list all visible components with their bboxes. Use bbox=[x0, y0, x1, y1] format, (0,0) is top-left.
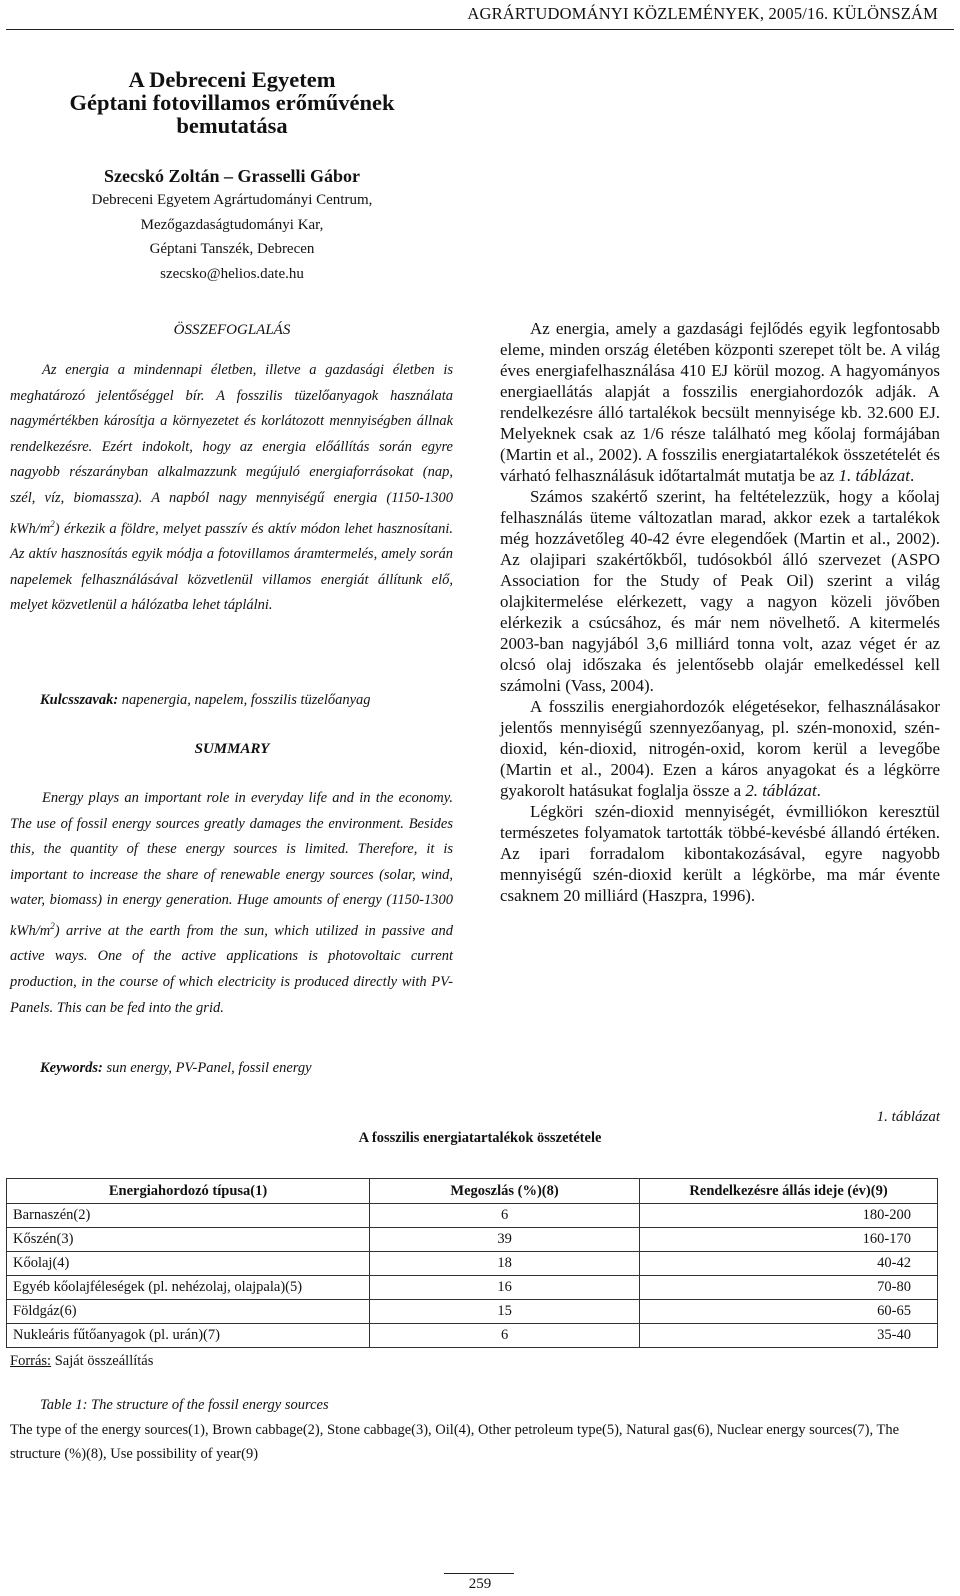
table-cell: 39 bbox=[370, 1228, 640, 1252]
journal-header: AGRÁRTUDOMÁNYI KÖZLEMÉNYEK, 2005/16. KÜLÖNSZÁM bbox=[467, 4, 938, 23]
body-text bbox=[500, 318, 940, 906]
affiliation bbox=[0, 188, 464, 286]
superscript: 2 bbox=[50, 518, 55, 529]
table-cell: Kőszén(3) bbox=[7, 1228, 370, 1252]
column-header: Energiahordozó típusa(1) bbox=[7, 1179, 370, 1204]
table-cell: Kőolaj(4) bbox=[7, 1252, 370, 1276]
table-cell: Földgáz(6) bbox=[7, 1300, 370, 1324]
table-cell: 70-80 bbox=[640, 1276, 938, 1300]
title-line: bemutatása bbox=[176, 113, 288, 138]
keywords-hu-text: napenergia, napelem, fosszilis tüzelőanyag bbox=[118, 692, 371, 708]
table-cell: Egyéb kőolajféleségek (pl. nehézolaj, olajpala)(5) bbox=[7, 1276, 370, 1300]
table-row bbox=[7, 1252, 938, 1276]
table-cell: 15 bbox=[370, 1300, 640, 1324]
table-cell: 18 bbox=[370, 1252, 640, 1276]
table-cell: Nukleáris fűtőanyagok (pl. urán)(7) bbox=[7, 1324, 370, 1348]
abstract-en-text bbox=[10, 786, 453, 1021]
table-row bbox=[7, 1300, 938, 1324]
table-row bbox=[7, 1276, 938, 1300]
abstract-en-part: Energy plays an important role in everyday life and in the economy. The use of fossil energy sources greatly damages the environment. Besides this, the quantity of these energy sources is limited. Therefore, it is important to increase the share of renewable energy sources (solar, wind, water, biomass) in energy generation. Huge amounts of energy (1150-1300 kWh/m bbox=[10, 790, 453, 939]
table-cell: 16 bbox=[370, 1276, 640, 1300]
keywords-hu bbox=[40, 692, 460, 709]
source-label: Forrás: bbox=[10, 1353, 52, 1369]
table-caption-en-text: The type of the energy sources(1), Brown cabbage(2), Stone cabbage(3), Oil(4), Other petroleum type(5), Natural gas(6), Nuclear energy sources(7), The structure (%)(8), Use possibility of year(9) bbox=[10, 1422, 900, 1462]
abstract-hu-text bbox=[10, 358, 453, 619]
table-label: 1. táblázat bbox=[876, 1109, 940, 1125]
abstract-en-part: ) arrive at the earth from the sun, which utilized in passive and active ways. One of the active applications is photovoltaic current production, in the course of which electricity is produced directly with PV-Panels. This can be fed into the grid. bbox=[10, 922, 453, 1016]
title-line: A Debreceni Egyetem bbox=[128, 67, 336, 92]
superscript: 2 bbox=[50, 920, 55, 931]
table-caption-en-title: Table 1: The structure of the fossil energy sources bbox=[40, 1397, 329, 1413]
abstract-hu-heading: ÖSSZEFOGLALÁS bbox=[173, 322, 291, 338]
body-paragraph: Az energia, amely a gazdasági fejlődés egyik legfontosabb eleme, minden ország életében központi szerepet tölt be. A világ éves energiafelhasználása 410 EJ körül mozog. A hagyományos energiaellátás alapját a fosszilis energiahordozók adják. A rendelkezésre álló tartalékok becsült mennyisége kb. 32.600 EJ. Melyeknek csak az 1/6 része található meg kőolaj formájában (Martin et al., 2002). A fosszilis energiatartalékok összetételét és várható felhasználásuk időtartalmát mutatja be az 1. táblázat. bbox=[500, 319, 940, 485]
summary-heading: SUMMARY bbox=[194, 741, 270, 757]
source-text: Saját összeállítás bbox=[51, 1353, 154, 1369]
keywords-en-label: Keywords: bbox=[40, 1060, 103, 1076]
body-paragraph: Légköri szén-dioxid mennyiségét, évmilliókon keresztül természetes folyamatok tartották többé-kevésbé állandó értéken. Az ipari forradalom kibontakozásával, egyre nagyobb mennyiségű szén-dioxid került a légkörbe, ma már évente csaknem 20 milliárd (Haszpra, 1996). bbox=[500, 802, 940, 905]
table-source bbox=[10, 1353, 153, 1370]
table-header-row bbox=[7, 1179, 938, 1204]
column-header: Rendelkezésre állás ideje (év)(9) bbox=[640, 1179, 938, 1204]
column-header: Megoszlás (%)(8) bbox=[370, 1179, 640, 1204]
article-title bbox=[0, 68, 464, 137]
table-title: A fosszilis energiatartalékok összetétele bbox=[358, 1130, 602, 1146]
header-rule bbox=[6, 29, 954, 30]
table-row bbox=[7, 1228, 938, 1252]
title-line: Géptani fotovillamos erőművének bbox=[69, 90, 395, 115]
keywords-en bbox=[40, 1060, 460, 1077]
table-cell: 6 bbox=[370, 1204, 640, 1228]
abstract-hu-part: ) érkezik a földre, melyet passzív és aktív módon lehet hasznosítani. Az aktív hasznosítás egyik módja a fotovillamos áramtermelés, amely során napelemek felhasználásával közvetlenül villamos energiát állítunk elő, melyet közvetlenül a hálózatba lehet táplálni. bbox=[10, 520, 453, 614]
table-cell: Barnaszén(2) bbox=[7, 1204, 370, 1228]
table-cell: 35-40 bbox=[640, 1324, 938, 1348]
table-cell: 40-42 bbox=[640, 1252, 938, 1276]
table-cell: 160-170 bbox=[640, 1228, 938, 1252]
table-reference: 1. táblázat bbox=[838, 466, 910, 485]
table-cell: 60-65 bbox=[640, 1300, 938, 1324]
keywords-en-text: sun energy, PV-Panel, fossil energy bbox=[102, 1060, 312, 1076]
affiliation-line: Mezőgazdaságtudományi Kar, bbox=[140, 216, 324, 233]
page-number: 259 bbox=[468, 1576, 492, 1592]
table-row bbox=[7, 1324, 938, 1348]
affiliation-line: Debreceni Egyetem Agrártudományi Centrum, bbox=[91, 192, 373, 208]
table-cell: 180-200 bbox=[640, 1204, 938, 1228]
keywords-hu-label: Kulcsszavak: bbox=[40, 692, 119, 708]
footer-rule bbox=[444, 1573, 514, 1574]
affiliation-line: Géptani Tanszék, Debrecen bbox=[149, 241, 315, 257]
authors: Szecskó Zoltán – Grasselli Gábor bbox=[104, 166, 360, 186]
energy-reserves-table bbox=[6, 1178, 938, 1348]
table-cell: 6 bbox=[370, 1324, 640, 1348]
author-email[interactable]: szecsko@helios.date.hu bbox=[160, 265, 304, 282]
table-row bbox=[7, 1204, 938, 1228]
abstract-hu-part: Az energia a mindennapi életben, illetve a gazdasági életben is meghatározó jelentőséggel bír. A fosszilis tüzelőanyagok használata nagymértékben károsítja a környezetet és korlátozott mennyiségben állnak rendelkezésre. Ezért indokolt, hogy az energia előállítás során egyre nagyobb részarányban alkalmazzunk megújuló energiaforrásokat (nap, szél, víz, biomassza). A napból nagy mennyiségű energia (1150-1300 kWh/m bbox=[10, 362, 453, 537]
body-paragraph: Számos szakértő szerint, ha feltételezzük, hogy a kőolaj felhasználás üteme változatlan marad, akkor ezek a tartalékok még hozzávetőleg 40-42 évre elegendőek (Martin et al., 2002). Az olajipari szakértőkből, tudósokból álló szervezet (ASPO Association for the Study of Peak Oil) szerint a világ olajkitermelése elérkezett, vagy a nagyon közeli jövőben elérkezik a csúcsához, és már nem növelhető. A kitermelés 2003-ban nagyjából 3,6 milliárd tonna volt, azaz véget ér az olcsó olaj időszaka és jelentősebb olajár emelkedéssel kell számolni (Vass, 2004). bbox=[500, 487, 940, 695]
table-reference: 2. táblázat bbox=[745, 781, 817, 800]
body-paragraph: A fosszilis energiahordozók elégetésekor, felhasználásakor jelentős mennyiségű szennyezőanyag, pl. szén-monoxid, szén-dioxid, kén-dioxid, nitrogén-oxid, korom kerül a levegőbe (Martin et al., 2004). Ezen a káros anyagokat és a légkörre gyakorolt hatásukat foglalja össze a 2. táblázat. bbox=[500, 697, 940, 800]
